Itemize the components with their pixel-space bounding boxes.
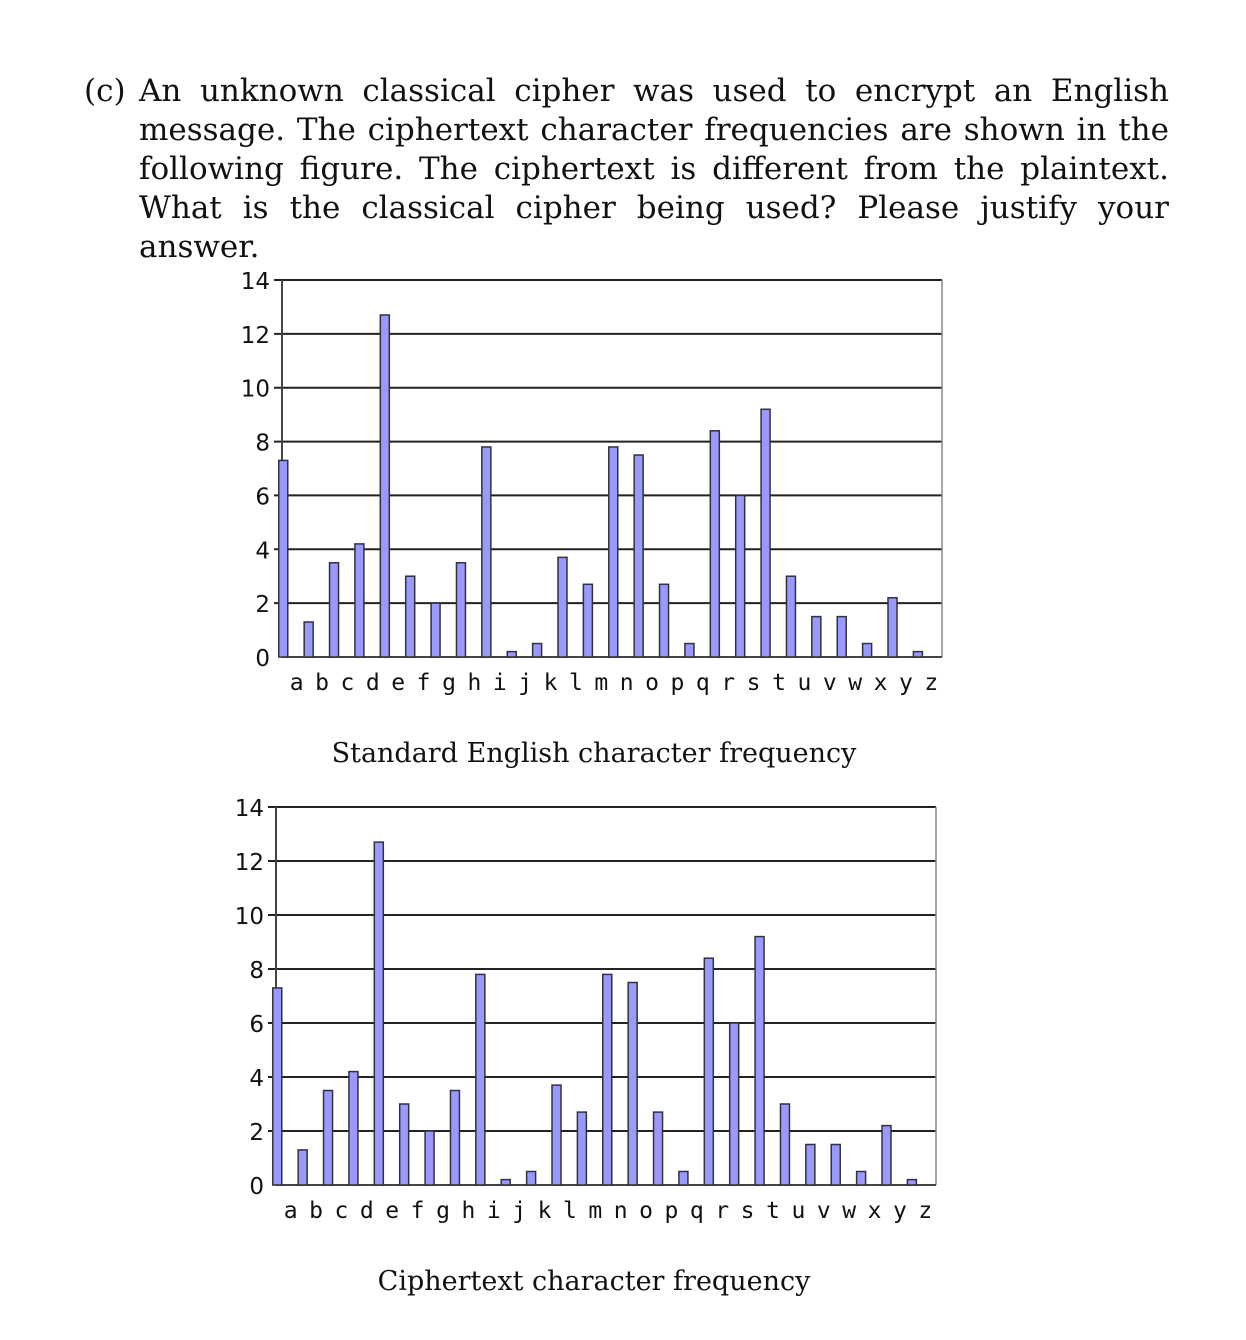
x-category-label: g [442, 670, 456, 696]
x-category-label: a [289, 670, 304, 696]
x-category-label: q [689, 1198, 704, 1224]
bar-h [450, 1091, 459, 1186]
x-category-label: o [639, 1198, 654, 1224]
bar-i [482, 447, 491, 657]
bar-r [710, 431, 719, 657]
bar-d [355, 544, 364, 657]
bar-t [755, 937, 764, 1185]
bar-b [304, 622, 313, 657]
x-category-label: m [588, 1198, 603, 1224]
bar-h [456, 563, 465, 657]
x-category-label: i [486, 1198, 501, 1224]
x-category-label: w [842, 1198, 857, 1224]
x-category-label: c [334, 1198, 349, 1224]
bar-z [913, 652, 922, 657]
bar-i [476, 974, 485, 1185]
bar-k [527, 1172, 536, 1186]
bar-g [425, 1131, 434, 1185]
x-category-label: b [315, 670, 330, 696]
bar-r [704, 958, 713, 1185]
bar-d [349, 1072, 358, 1185]
bar-v [806, 1145, 815, 1186]
bar-n [603, 974, 612, 1185]
x-category-label: j [512, 1198, 527, 1224]
x-category-label: z [918, 1198, 933, 1224]
y-tick-label: 12 [234, 850, 264, 876]
y-tick-label: 2 [249, 1120, 264, 1146]
y-tick-label: 4 [249, 1066, 264, 1092]
x-category-label: q [695, 670, 710, 696]
chart-title: Ciphertext character frequency [377, 1266, 811, 1297]
x-category-label: n [619, 670, 634, 696]
y-tick-label: 6 [249, 1012, 264, 1038]
x-category-label: y [892, 1198, 907, 1224]
bar-z [907, 1180, 916, 1185]
question-label: (c) [84, 73, 126, 109]
x-category-label: r [715, 1198, 730, 1224]
bar-q [685, 644, 694, 657]
y-tick-label: 14 [240, 269, 270, 295]
bar-t [761, 409, 770, 657]
bar-x [857, 1172, 866, 1186]
bar-u [786, 576, 795, 657]
x-category-label: t [766, 1198, 780, 1224]
x-category-label: m [594, 670, 609, 696]
bar-a [279, 460, 288, 657]
bar-w [837, 617, 846, 657]
bar-j [507, 652, 516, 657]
y-tick-label: 2 [255, 592, 270, 619]
x-category-label: d [365, 670, 380, 696]
bar-f [406, 576, 415, 657]
x-category-label: k [537, 1198, 552, 1224]
bar-f [400, 1104, 409, 1185]
x-category-label: p [670, 670, 685, 696]
x-category-label: w [848, 670, 863, 696]
y-tick-label: 14 [234, 796, 264, 822]
bar-s [730, 1023, 739, 1185]
bar-n [609, 447, 618, 657]
bar-p [660, 584, 669, 657]
x-category-label: k [543, 670, 558, 696]
bar-l [552, 1085, 561, 1185]
bar-e [380, 315, 389, 657]
bar-o [634, 455, 643, 657]
y-tick-label: 10 [240, 376, 270, 403]
bar-k [533, 644, 542, 657]
x-category-label: y [898, 670, 913, 696]
y-tick-label: 6 [255, 484, 270, 511]
x-category-label: e [391, 670, 406, 696]
x-category-label: s [740, 1198, 755, 1224]
x-category-label: x [867, 1198, 882, 1224]
x-category-label: l [568, 670, 583, 696]
x-category-label: f [416, 670, 431, 696]
bar-v [812, 617, 821, 657]
x-category-label: u [797, 670, 812, 696]
x-category-label: b [309, 1198, 324, 1224]
x-category-label: d [359, 1198, 374, 1224]
y-tick-label: 4 [255, 538, 270, 565]
bar-g [431, 603, 440, 657]
bar-m [583, 584, 592, 657]
x-category-label: c [340, 670, 355, 696]
x-category-label: u [791, 1198, 806, 1224]
bar-x [863, 644, 872, 657]
x-category-label: p [664, 1198, 679, 1224]
bar-j [501, 1180, 510, 1185]
chart-title: Standard English character frequency [331, 738, 857, 769]
y-tick-label: 12 [240, 322, 270, 349]
bar-l [558, 557, 567, 657]
x-category-label: o [645, 670, 660, 696]
x-category-label: h [467, 670, 482, 696]
bar-q [679, 1172, 688, 1186]
bar-c [324, 1091, 333, 1186]
y-tick-label: 10 [234, 904, 264, 930]
x-category-label: z [924, 670, 939, 696]
x-category-label: h [461, 1198, 476, 1224]
x-category-label: v [816, 1198, 831, 1224]
x-category-label: e [385, 1198, 400, 1224]
bar-m [577, 1112, 586, 1185]
bar-u [780, 1104, 789, 1185]
bar-a [273, 988, 282, 1185]
bar-y [882, 1126, 891, 1185]
question-text: An unknown classical cipher was used to encrypt an English message. The ciphertext character frequencies are shown in the following figure. The ciphertext is different from the plaintext. What is the classical cipher being used? Please justify your answer. [139, 73, 1169, 265]
x-category-label: j [518, 670, 533, 696]
x-category-label: g [436, 1198, 450, 1224]
y-tick-label: 0 [255, 646, 270, 672]
bar-s [736, 495, 745, 657]
x-category-label: r [721, 670, 736, 696]
x-category-label: v [822, 670, 837, 696]
y-tick-label: 8 [255, 430, 270, 457]
bar-c [330, 563, 339, 657]
x-category-label: s [746, 670, 761, 696]
x-category-label: i [492, 670, 507, 696]
bar-e [374, 842, 383, 1185]
bar-b [298, 1150, 307, 1185]
x-category-label: t [772, 670, 786, 696]
bar-w [831, 1145, 840, 1186]
x-category-label: n [613, 1198, 628, 1224]
english-frequency-chart [0, 262, 1000, 782]
y-tick-label: 8 [249, 958, 264, 984]
x-category-label: f [410, 1198, 425, 1224]
x-category-label: l [562, 1198, 577, 1224]
bar-y [888, 598, 897, 657]
bar-p [654, 1112, 663, 1185]
y-tick-label: 0 [249, 1174, 264, 1200]
bar-o [628, 983, 637, 1186]
ciphertext-frequency-chart [0, 788, 1000, 1308]
x-category-label: x [873, 670, 888, 696]
x-category-label: a [283, 1198, 298, 1224]
